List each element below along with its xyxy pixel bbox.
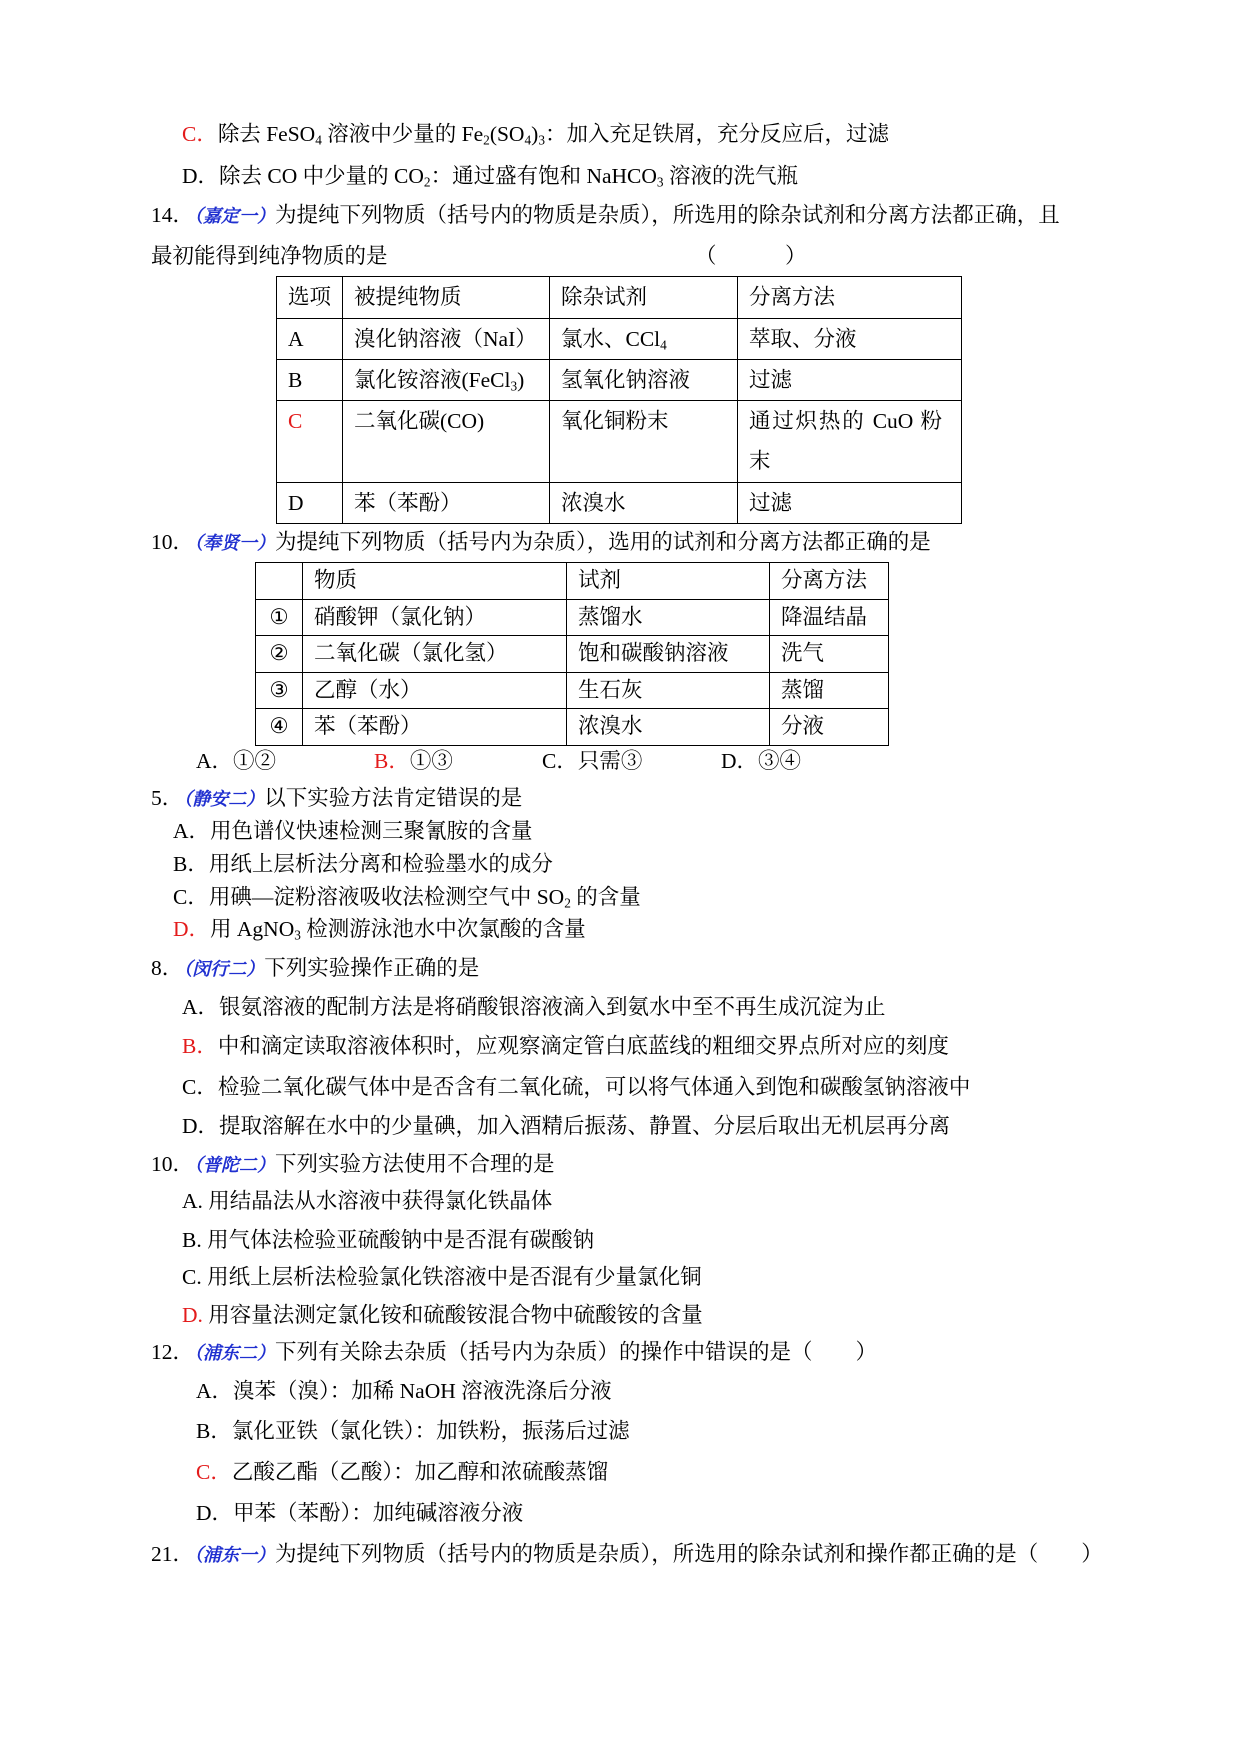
table-header-cell: 除杂试剂 — [550, 277, 738, 319]
q10-fengxian-option-c — [542, 747, 642, 775]
option-letter: D． — [182, 164, 220, 188]
option-text: 银氨溶液的配制方法是将硝酸银溶液滴入到氨水中至不再生成沉淀为止 — [219, 995, 886, 1019]
subscript: 2 — [483, 132, 490, 148]
question-source-label: （普陀二） — [194, 1155, 276, 1175]
option-letter: A． — [182, 995, 220, 1019]
option-text: ③④ — [758, 749, 802, 773]
q10-putuo-option-c — [182, 1263, 702, 1291]
option-text: 用碘—淀粉溶液吸收法检测空气中 $SO_2$ 的含量 — [208, 885, 641, 911]
table-row — [277, 401, 962, 483]
option-text: 用气体法检验亚硫酸钠中是否混有碳酸钠 — [207, 1228, 595, 1252]
option-text: 检验二氧化碳气体中是否含有二氧化硫，可以将气体通入到饱和碳酸氢钠溶液中 — [217, 1075, 971, 1099]
table-row — [256, 636, 889, 673]
table-cell: 降温结晶 — [770, 599, 889, 636]
answer-blank-open: （ — [695, 244, 717, 268]
option-letter: D． — [721, 749, 759, 773]
option-letter: D． — [173, 917, 211, 941]
table-row — [277, 360, 962, 401]
table-cell: 氯水、CCl$_4$ — [550, 319, 738, 360]
table-cell: D — [277, 483, 343, 524]
question-stem: 下列实验方法使用不合理的是 — [275, 1152, 555, 1176]
option-letter: B． — [182, 1034, 218, 1058]
option-text: 用纸上层析法检验氯化铁溶液中是否混有少量氯化铜 — [207, 1265, 702, 1289]
option-letter: C． — [173, 885, 209, 909]
answer-blank-close: ） — [785, 244, 807, 268]
question-stem: 下列实验操作正确的是 — [264, 956, 480, 980]
question-stem: 为提纯下列物质（括号内的物质是杂质），所选用的除杂试剂和分离方法都正确，且 — [275, 203, 1060, 227]
q10-putuo-option-b — [182, 1226, 594, 1254]
table-cell: 二氧化碳（氯化氢） — [303, 636, 567, 673]
subscript: 4 — [315, 132, 322, 148]
table-cell: 氧化铜粉末 — [550, 401, 738, 483]
q10-fengxian-table — [255, 562, 889, 746]
option-text: ①② — [233, 749, 277, 773]
q12-option-b — [196, 1417, 630, 1445]
option-text: 用结晶法从水溶液中获得氯化铁晶体 — [208, 1189, 553, 1213]
subscript: 2 — [564, 895, 571, 911]
q21-stem — [151, 1540, 1103, 1569]
table-header-cell — [256, 563, 303, 600]
q10-putuo-option-d — [182, 1301, 703, 1329]
table-row — [256, 709, 889, 746]
q8-option-b — [182, 1032, 949, 1060]
option-letter: A． — [196, 1379, 234, 1403]
table-header-cell: 选项 — [277, 277, 343, 319]
subscript: 4 — [524, 132, 532, 148]
table-cell: 硝酸钾（氯化钠） — [303, 599, 567, 636]
table-cell: 苯（苯酚） — [343, 483, 550, 524]
q5-option-b — [173, 850, 553, 878]
table-cell: ③ — [256, 672, 303, 709]
option-text: 甲苯（苯酚）：加纯碱溶液分液 — [233, 1501, 524, 1525]
option-text: 除去 FeSO$_4$ 溶液中少量的 $Fe_2(SO_4)_3$：加入充足铁屑，充分反应后，过滤 — [217, 122, 889, 148]
question-number: 10． — [151, 1152, 195, 1176]
table-row — [277, 319, 962, 360]
table-row — [256, 672, 889, 709]
option-letter: A. — [182, 1189, 209, 1213]
question-number: 10． — [151, 530, 195, 554]
table-header-cell: 试剂 — [567, 563, 770, 600]
q10-fengxian-option-a — [196, 747, 276, 775]
question-source-label: （浦东二） — [194, 1343, 276, 1363]
answer-blank: （ ） — [791, 1340, 878, 1364]
q5-option-a — [173, 817, 533, 845]
option-text: 溴苯（溴）：加稀 NaOH 溶液洗涤后分液 — [233, 1379, 612, 1403]
table-cell — [738, 401, 962, 483]
option-text: ①③ — [409, 749, 453, 773]
table-cell: 蒸馏水 — [567, 599, 770, 636]
table-cell: ② — [256, 636, 303, 673]
option-text: 用纸上层析法分离和检验墨水的成分 — [208, 852, 553, 876]
subscript: 3 — [294, 927, 301, 943]
option-text: 用 AgNO$_3$ 检测游泳池水中次氯酸的含量 — [210, 917, 586, 943]
table-cell: 洗气 — [770, 636, 889, 673]
option-letter: B． — [374, 749, 410, 773]
subscript: 4 — [660, 337, 667, 353]
table-cell: 饱和碳酸钠溶液 — [567, 636, 770, 673]
question-stem: 最初能得到纯净物质的是 — [151, 244, 388, 268]
table-cell: 生石灰 — [567, 672, 770, 709]
question-source-label: （静安二） — [183, 789, 265, 809]
option-text: 中和滴定读取溶液体积时，应观察滴定管白底蓝线的粗细交界点所对应的刻度 — [217, 1034, 949, 1058]
option-letter: D． — [196, 1501, 234, 1525]
option-letter: C. — [182, 1265, 208, 1289]
q12-stem — [151, 1338, 877, 1367]
option-text: 乙酸乙酯（乙酸）：加乙醇和浓硫酸蒸馏 — [231, 1460, 609, 1484]
table-row — [277, 483, 962, 524]
table-cell: 浓溴水 — [550, 483, 738, 524]
option-letter: A． — [196, 749, 234, 773]
table-header-cell: 分离方法 — [770, 563, 889, 600]
table-header-row — [256, 563, 889, 600]
question-source-label: （奉贤一） — [194, 533, 276, 553]
q10-fengxian-stem — [151, 528, 931, 557]
table-cell: ① — [256, 599, 303, 636]
option-text: 提取溶解在水中的少量碘，加入酒精后振荡、静置、分层后取出无机层再分离 — [219, 1114, 951, 1138]
option-text: 用容量法测定氯化铵和硫酸铵混合物中硫酸铵的含量 — [208, 1303, 703, 1327]
table-cell: A — [277, 319, 343, 360]
table-cell: 蒸馏 — [770, 672, 889, 709]
q13-option-c — [182, 120, 889, 148]
table-cell: 浓溴水 — [567, 709, 770, 746]
q10-fengxian-option-d — [721, 747, 801, 775]
table-cell: 氢氧化钠溶液 — [550, 360, 738, 401]
q12-option-d — [196, 1499, 523, 1527]
q12-option-c — [196, 1458, 608, 1486]
table-cell: 苯（苯酚） — [303, 709, 567, 746]
question-number: 12． — [151, 1340, 195, 1364]
question-stem: 为提纯下列物质（括号内的物质是杂质），所选用的除杂试剂和操作都正确的是 — [275, 1542, 1017, 1566]
table-cell: 过滤 — [738, 483, 962, 524]
table-header-cell: 分离方法 — [738, 277, 962, 319]
option-letter: C． — [542, 749, 578, 773]
q5-option-d — [173, 915, 586, 943]
table-cell: B — [277, 360, 343, 401]
option-letter: B． — [196, 1419, 232, 1443]
question-number: 14． — [151, 203, 195, 227]
option-text: 氯化亚铁（氯化铁）：加铁粉，振荡后过滤 — [231, 1419, 630, 1443]
q8-option-a — [182, 993, 886, 1021]
q12-option-a — [196, 1377, 612, 1405]
option-letter: B. — [182, 1228, 208, 1252]
option-letter: C． — [182, 122, 218, 146]
subscript: 3 — [538, 132, 545, 148]
option-text: 只需③ — [577, 749, 643, 773]
q8-option-c — [182, 1073, 970, 1101]
table-header-cell: 被提纯物质 — [343, 277, 550, 319]
option-letter: D. — [182, 1303, 209, 1327]
option-letter: D． — [182, 1114, 220, 1138]
option-text: 除去 CO 中少量的 $CO_2$：通过盛有饱和 NaHCO$_3$ 溶液的洗气瓶 — [219, 164, 798, 190]
table-cell-text: 通过炽热的 CuO 粉末 — [749, 409, 942, 473]
subscript: 3 — [656, 174, 664, 190]
q5-stem — [151, 784, 522, 813]
q10-fengxian-option-b — [374, 747, 453, 775]
subscript: 2 — [423, 174, 431, 190]
question-number: 21． — [151, 1542, 195, 1566]
table-cell: C — [277, 401, 343, 483]
option-letter: C． — [196, 1460, 232, 1484]
option-text: 用色谱仪快速检测三聚氰胺的含量 — [210, 819, 533, 843]
q8-stem — [151, 954, 479, 983]
q14-table — [276, 276, 962, 524]
answer-blank: （ ） — [1016, 1542, 1103, 1566]
table-cell: 分液 — [770, 709, 889, 746]
table-cell: 萃取、分液 — [738, 319, 962, 360]
question-number: 8． — [151, 956, 184, 980]
table-cell: 溴化钠溶液（NaI） — [343, 319, 550, 360]
question-stem: 以下实验方法肯定错误的是 — [264, 786, 523, 810]
question-number: 5． — [151, 786, 184, 810]
q10-putuo-option-a — [182, 1187, 552, 1215]
table-cell: 氯化铵溶液(FeCl$_3$) — [343, 360, 550, 401]
question-stem: 为提纯下列物质（括号内为杂质），选用的试剂和分离方法都正确的是 — [275, 530, 931, 554]
table-header-cell: 物质 — [303, 563, 567, 600]
subscript: 3 — [510, 378, 518, 394]
table-cell: ④ — [256, 709, 303, 746]
table-row — [256, 599, 889, 636]
table-cell: 过滤 — [738, 360, 962, 401]
q5-option-c — [173, 883, 641, 911]
table-header-row — [277, 277, 962, 319]
question-source-label: （嘉定一） — [194, 206, 276, 226]
question-stem: 下列有关除去杂质（括号内为杂质）的操作中错误的是 — [275, 1340, 792, 1364]
question-source-label: （浦东一） — [194, 1545, 276, 1565]
table-cell: 二氧化碳(CO) — [343, 401, 550, 483]
q13-option-d — [182, 162, 798, 190]
question-source-label: （闵行二） — [183, 959, 265, 979]
option-letter: C． — [182, 1075, 218, 1099]
q14-stem-line2 — [151, 242, 388, 270]
table-cell: 乙醇（水） — [303, 672, 567, 709]
q8-option-d — [182, 1112, 950, 1140]
q14-stem-line1 — [151, 201, 1060, 230]
q10-putuo-stem — [151, 1150, 555, 1179]
option-letter: B． — [173, 852, 209, 876]
option-letter: A． — [173, 819, 211, 843]
